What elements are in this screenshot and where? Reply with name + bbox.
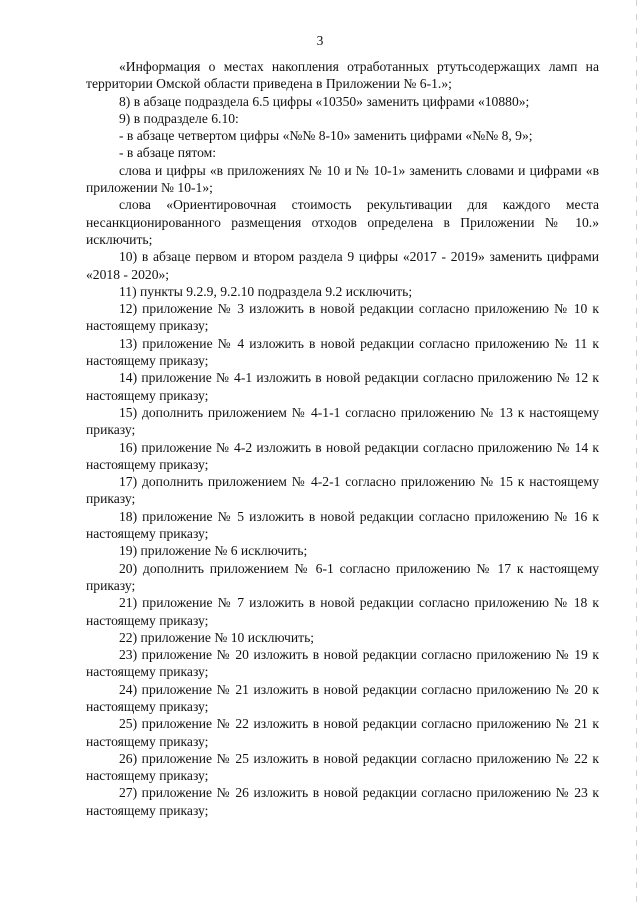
- paragraph: 11) пункты 9.2.9, 9.2.10 подраздела 9.2 исключить;: [119, 283, 413, 299]
- paragraph: 22) приложение № 10 исключить;: [119, 629, 315, 645]
- paragraph: «Информация о местах накопления отработанных ртутьсодержащих ламп на территории Омской области приведена в Приложении № 6-1.»;: [86, 59, 599, 92]
- paragraph: 25) приложение № 22 изложить в новой редакции согласно приложению № 21 к настоящему приказу;: [86, 716, 599, 749]
- paragraph: слова «Ориентировочная стоимость рекультивации для каждого места несанкционированного размещения отходов определена в Приложении № 10.» исключить;: [86, 197, 599, 247]
- scan-edge-mark: [636, 0, 637, 905]
- paragraph: 15) дополнить приложением № 4-1-1 согласно приложению № 13 к настоящему приказу;: [86, 404, 599, 438]
- paragraph: 8) в абзаце подраздела 6.5 цифры «10350» заменить цифрами «10880»;: [119, 93, 530, 109]
- paragraph: 26) приложение № 25 изложить в новой редакции согласно приложению № 22 к настоящему приказу;: [86, 750, 599, 784]
- paragraph: 24) приложение № 21 изложить в новой редакции согласно приложению № 20 к настоящему приказу;: [86, 681, 599, 714]
- paragraph: - в абзаце пятом:: [119, 145, 217, 161]
- paragraph: 20) дополнить приложением № 6-1 согласно приложению № 17 к настоящему приказу;: [86, 560, 599, 593]
- document-body: [86, 58, 599, 819]
- page-number: 3: [316, 33, 324, 48]
- paragraph: 21) приложение № 7 изложить в новой редакции согласно приложению № 18 к настоящему приказу;: [86, 595, 599, 628]
- paragraph: 18) приложение № 5 изложить в новой редакции согласно приложению № 16 к настоящему приказу;: [86, 508, 599, 542]
- paragraph: 9) в подразделе 6.10:: [119, 110, 239, 126]
- paragraph: 10) в абзаце первом и втором раздела 9 цифры «2017 - 2019» заменить цифрами «2018 - 2020»;: [86, 249, 599, 282]
- paragraph: 19) приложение № 6 исключить;: [119, 543, 308, 559]
- paragraph: 13) приложение № 4 изложить в новой редакции согласно приложению № 11 к настоящему приказу;: [86, 335, 599, 369]
- paragraph: 23) приложение № 20 изложить в новой редакции согласно приложению № 19 к настоящему приказу;: [86, 647, 599, 680]
- paragraph: 16) приложение № 4-2 изложить в новой редакции согласно приложению № 14 к настоящему приказу;: [86, 439, 599, 472]
- paragraph: слова и цифры «в приложениях № 10 и № 10-1» заменить словами и цифрами «в приложении № 10-1»;: [86, 162, 599, 196]
- paragraph: 14) приложение № 4-1 изложить в новой редакции согласно приложению № 12 к настоящему приказу;: [86, 370, 599, 403]
- paragraph: 12) приложение № 3 изложить в новой редакции согласно приложению № 10 к настоящему приказу;: [86, 301, 599, 334]
- paragraph: 17) дополнить приложением № 4-2-1 согласно приложению № 15 к настоящему приказу;: [86, 474, 599, 507]
- paragraph: 27) приложение № 26 изложить в новой редакции согласно приложению № 23 к настоящему приказу;: [86, 785, 599, 818]
- paragraph: - в абзаце четвертом цифры «№№ 8-10» заменить цифрами «№№ 8, 9»;: [119, 128, 533, 144]
